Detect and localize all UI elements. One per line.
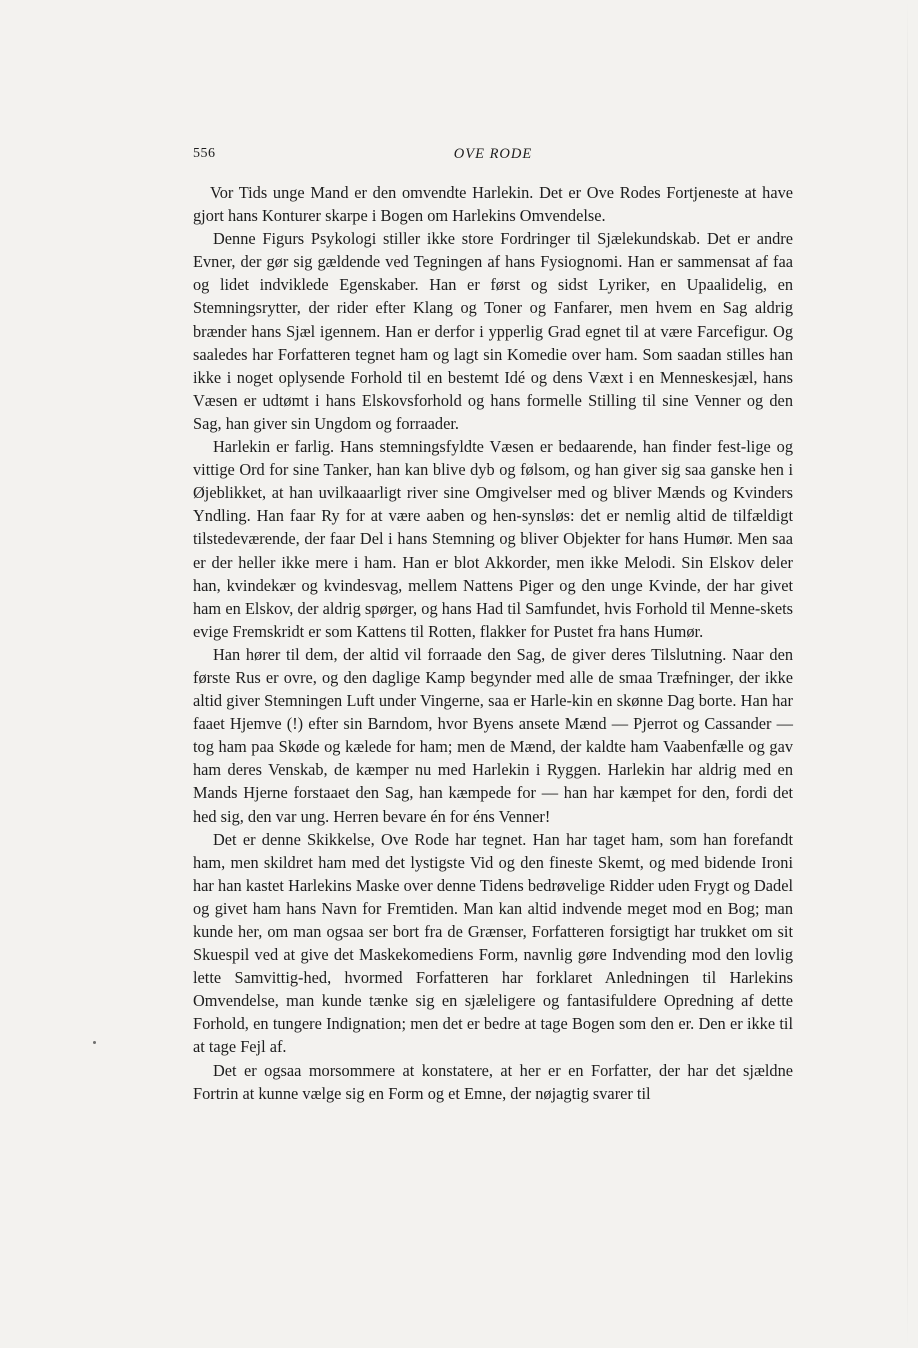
paragraph: Det er ogsaa morsommere at konstatere, at her er en Forfatter, der har det sjældne Fortrin at kunne vælge sig en Form og et Emne, der nøjagtig svarer til [193,1060,793,1103]
paragraph: Han hører til dem, der altid vil forraade den Sag, de giver deres Tilslutning. Naar den første Rus er ovre, og den daglige Kamp begynder med alle de smaa Træfninger, der ikke altid giver Stemningen Luft under Vingerne, saa er Harle-kin en skønne Dag borte. Han har faaet Hjemve (!) efter sin Barndom, hvor Byens ansete Mænd — Pjerrot og Cassander — tog ham paa Skøde og kælede for ham; men de Mænd, der kaldte ham Vaabenfælle og gav ham deres Venskab, de kæmper nu med Harlekin i Ryggen. Harlekin har aldrig med en Mands Hjerne forstaaet den Sag, han kæmpede for — han har kæmpet for den, fordi det hed sig, den var ung. Herren bevare én for éns Venner! [193,644,793,826]
paragraph: Vor Tids unge Mand er den omvendte Harlekin. Det er Ove Rodes Fortjeneste at have gjort hans Konturer skarpe i Bogen om Harlekins Omvendelse. [193,183,793,226]
paper-speck [93,1041,96,1044]
paragraph: Harlekin er farlig. Hans stemningsfyldte Væsen er bedaarende, han finder fest-lige og vittige Ord for sine Tanker, han kan blive dyb og følsom, og han giver sig saa ganske hen i Øjeblikket, at han uvilkaaarligt river sine Omgivelser med og bliver Mænds og Kvinders Yndling. Han faar Ry for at være aaben og hen-synsløs: det er nemlig altid de tilfældigt tilstedeværende, der faar Del i hans Stemning og bliver Objekter for hans Humør. Men saa er der heller ikke mere i ham. Han er blot Akkorder, men ikke Melodi. Sin Elskov deler han, kvindekær og kvindesvag, mellem Nattens Piger og den unge Kvinde, der har givet ham en Elskov, der aldrig spørger, og hans Had til Samfundet, hvis Forhold til Menne-skets evige Fremskridt er som Kattens til Rotten, flakker for Pustet fra hans Humør. [193,437,793,641]
page-header [193,146,793,168]
page-edge-shadow [907,0,908,1348]
running-title: OVE RODE [453,146,533,162]
page-number: 556 [193,146,216,161]
body-text [193,181,793,1105]
paragraph: Denne Figurs Psykologi stiller ikke store Fordringer til Sjælekundskab. Det er andre Evner, der gør sig gældende ved Tegningen af hans Fysiognomi. Han er sammensat af faa og lidet indviklede Egenskaber. Han er først og sidst Lyriker, en Upaalidelig, en Stemningsrytter, der rider efter Klang og Toner og Fanfarer, men hvem en Sag aldrig brænder hans Sjæl igennem. Han er derfor i ypperlig Grad egnet til at være Farcefigur. Og saaledes har Forfatteren tegnet ham og lagt sin Komedie over ham. Som saadan stilles han ikke i noget oplysende Forhold til en bestemt Idé og dens Væxt i en Menneskesjæl, hans Væsen er udtømt i hans Elskovsforhold og hans formelle Stilling til sine Venner og den Sag, han giver sin Ungdom og forraader. [193,229,793,433]
paragraph: Det er denne Skikkelse, Ove Rode har tegnet. Han har taget ham, som han forefandt ham, men skildret ham med det lystigste Vid og den fineste Skemt, og med bidende Ironi har han kastet Harlekins Maske over denne Tidens bedrøvelige Ridder uden Frygt og Dadel og givet ham hans Navn for Fremtiden. Man kan altid indvende meget mod en Bog; man kunde her, om man ogsaa ser bort fra de Grænser, Forfatteren forsigtigt har trukket om sit Skuespil ved at give det Maskekomediens Form, navnlig gøre Indvending mod den lovlig lette Samvittig-hed, hvormed Forfatteren har forklaret Anledningen til Harlekins Omvendelse, man kunde tænke sig en sjæleligere og fantasifuldere Opredning af dette Forhold, en tungere Indignation; men det er bedre at tage Bogen som den er. Den er ikke til at tage Fejl af. [193,829,793,1057]
